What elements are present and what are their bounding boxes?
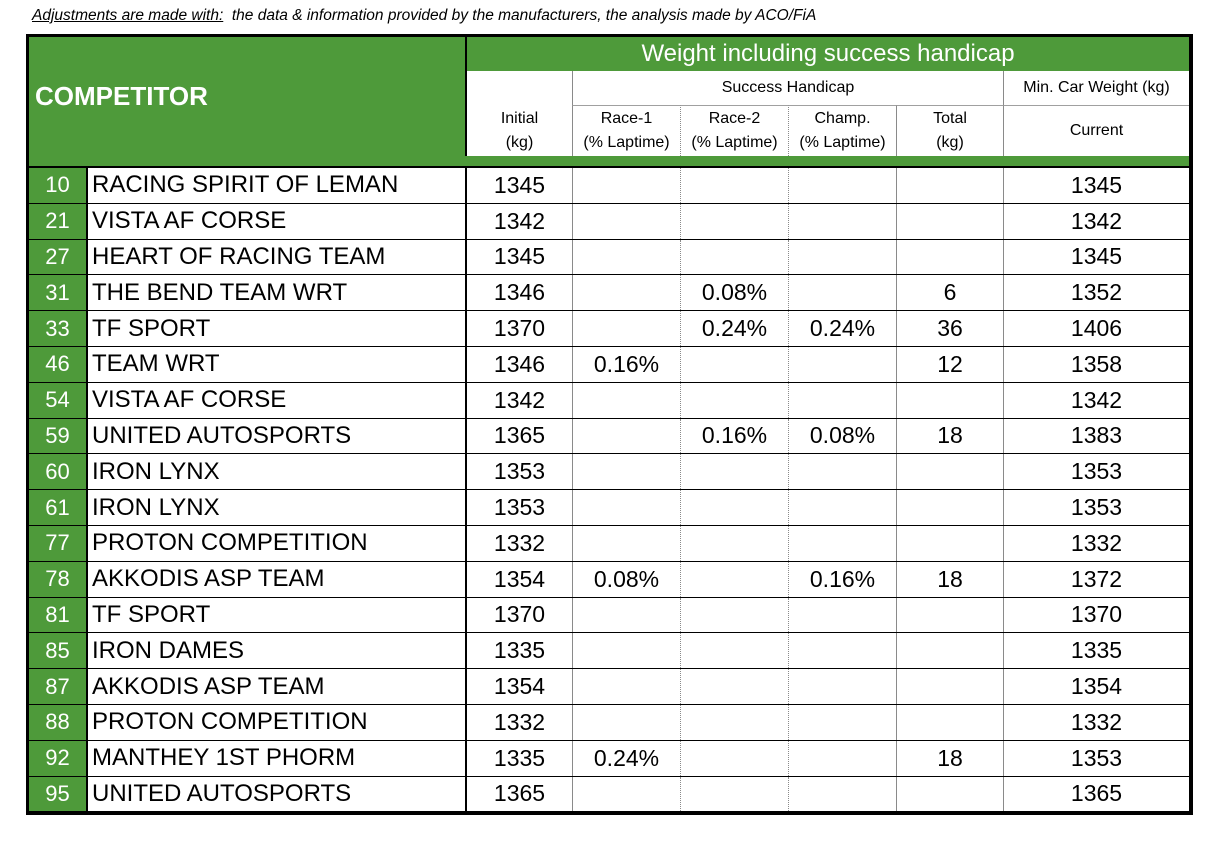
race1-handicap [572,240,680,275]
car-number: 85 [29,633,86,668]
car-number: 33 [29,311,86,346]
current-weight: 1372 [1003,562,1189,597]
competitor-header: COMPETITOR [29,37,465,156]
race1-handicap [572,454,680,489]
current-weight: 1353 [1003,741,1189,776]
champ-handicap [788,633,896,668]
total-handicap: 6 [896,275,1003,310]
champ-handicap [788,741,896,776]
race1-unit: (% Laptime) [583,134,670,151]
total-handicap [896,598,1003,633]
weight-title: Weight including success handicap [467,37,1189,71]
total-handicap [896,204,1003,239]
race1-handicap [572,383,680,418]
race2-handicap [680,705,788,740]
team-name: VISTA AF CORSE [88,204,465,239]
car-number: 78 [29,562,86,597]
race1-label: Race-1 [600,110,653,127]
race2-handicap [680,633,788,668]
total-handicap: 18 [896,741,1003,776]
team-name: PROTON COMPETITION [88,526,465,561]
race2-handicap [680,204,788,239]
initial-label: Initial [500,109,539,127]
total-handicap [896,383,1003,418]
initial-weight: 1345 [467,168,572,203]
race1-handicap [572,275,680,310]
total-handicap [896,240,1003,275]
initial-weight: 1342 [467,383,572,418]
team-name: IRON DAMES [88,633,465,668]
total-handicap [896,490,1003,525]
race2-handicap [680,240,788,275]
race1-handicap [572,526,680,561]
current-weight: 1352 [1003,275,1189,310]
car-number: 10 [29,168,86,203]
race2-handicap [680,777,788,812]
total-handicap: 18 [896,419,1003,454]
initial-weight: 1346 [467,275,572,310]
current-weight: 1342 [1003,204,1189,239]
team-name: VISTA AF CORSE [88,383,465,418]
race2-label: Race-2 [708,110,761,127]
team-name: TEAM WRT [88,347,465,382]
race2-handicap: 0.08% [680,275,788,310]
total-handicap [896,526,1003,561]
champ-handicap [788,454,896,489]
weight-table [26,34,1193,815]
current-header: Current [1003,105,1189,156]
current-weight: 1383 [1003,419,1189,454]
car-number: 59 [29,419,86,454]
initial-weight: 1365 [467,777,572,812]
team-name: MANTHEY 1ST PHORM [88,741,465,776]
champ-handicap [788,204,896,239]
initial-weight: 1370 [467,598,572,633]
initial-weight: 1335 [467,633,572,668]
race2-handicap [680,454,788,489]
race1-handicap [572,598,680,633]
team-name: UNITED AUTOSPORTS [88,777,465,812]
race2-handicap: 0.24% [680,311,788,346]
total-handicap: 12 [896,347,1003,382]
car-number: 31 [29,275,86,310]
current-weight: 1358 [1003,347,1189,382]
champ-handicap: 0.24% [788,311,896,346]
initial-weight: 1354 [467,669,572,704]
race1-handicap: 0.16% [572,347,680,382]
champ-handicap [788,383,896,418]
race1-handicap [572,419,680,454]
total-handicap [896,454,1003,489]
min-car-weight-header: Min. Car Weight (kg) [1003,71,1189,105]
current-weight: 1353 [1003,454,1189,489]
champ-handicap [788,705,896,740]
total-handicap: 36 [896,311,1003,346]
champ-label: Champ. [814,110,871,127]
team-name: RACING SPIRIT OF LEMAN [88,168,465,203]
car-number: 54 [29,383,86,418]
total-handicap [896,705,1003,740]
current-weight: 1365 [1003,777,1189,812]
initial-weight: 1346 [467,347,572,382]
car-number: 92 [29,741,86,776]
initial-weight: 1332 [467,526,572,561]
initial-weight: 1365 [467,419,572,454]
team-name: PROTON COMPETITION [88,705,465,740]
champ-header [788,105,896,156]
race1-handicap [572,705,680,740]
race1-handicap: 0.08% [572,562,680,597]
champ-handicap [788,526,896,561]
source-note-text: the data & information provided by the manufacturers, the analysis made by ACO/FiA [223,7,817,24]
initial-weight: 1342 [467,204,572,239]
race2-handicap [680,562,788,597]
current-weight: 1332 [1003,526,1189,561]
champ-handicap [788,275,896,310]
initial-unit: (kg) [505,133,534,151]
race1-header [572,105,680,156]
race2-handicap [680,168,788,203]
race1-handicap [572,204,680,239]
race2-handicap [680,741,788,776]
race1-handicap [572,311,680,346]
current-weight: 1370 [1003,598,1189,633]
current-weight: 1342 [1003,383,1189,418]
team-name: TF SPORT [88,598,465,633]
race2-handicap [680,347,788,382]
team-name: UNITED AUTOSPORTS [88,419,465,454]
initial-header [467,105,572,156]
current-weight: 1354 [1003,669,1189,704]
champ-handicap [788,347,896,382]
total-unit: (kg) [936,134,964,151]
team-name: TF SPORT [88,311,465,346]
car-number: 46 [29,347,86,382]
race2-handicap [680,526,788,561]
champ-handicap [788,598,896,633]
team-name: IRON LYNX [88,454,465,489]
car-number: 87 [29,669,86,704]
team-name: THE BEND TEAM WRT [88,275,465,310]
race2-unit: (% Laptime) [691,134,778,151]
champ-handicap [788,669,896,704]
initial-weight: 1370 [467,311,572,346]
initial-weight: 1332 [467,705,572,740]
car-number: 77 [29,526,86,561]
champ-handicap [788,777,896,812]
race2-handicap [680,598,788,633]
total-handicap [896,777,1003,812]
initial-weight: 1354 [467,562,572,597]
race2-handicap [680,383,788,418]
team-name: IRON LYNX [88,490,465,525]
race1-handicap: 0.24% [572,741,680,776]
current-weight: 1353 [1003,490,1189,525]
team-name: HEART OF RACING TEAM [88,240,465,275]
race1-handicap [572,777,680,812]
race2-handicap [680,669,788,704]
champ-handicap: 0.08% [788,419,896,454]
total-header [896,105,1003,156]
current-weight: 1345 [1003,240,1189,275]
header-separator [29,156,1189,166]
race2-header [680,105,788,156]
car-number: 27 [29,240,86,275]
car-number: 95 [29,777,86,812]
total-handicap [896,168,1003,203]
race1-handicap [572,490,680,525]
total-handicap [896,669,1003,704]
source-note-prefix: Adjustments are made with: [32,7,224,24]
car-number: 88 [29,705,86,740]
champ-handicap: 0.16% [788,562,896,597]
initial-weight: 1353 [467,490,572,525]
race2-handicap: 0.16% [680,419,788,454]
car-number: 81 [29,598,86,633]
champ-handicap [788,168,896,203]
initial-weight: 1345 [467,240,572,275]
car-number: 61 [29,490,86,525]
current-weight: 1335 [1003,633,1189,668]
champ-handicap [788,240,896,275]
current-weight: 1332 [1003,705,1189,740]
champ-handicap [788,490,896,525]
race1-handicap [572,669,680,704]
race1-handicap [572,168,680,203]
car-number: 60 [29,454,86,489]
initial-header-top [467,71,572,105]
champ-unit: (% Laptime) [799,134,886,151]
car-number: 21 [29,204,86,239]
race2-handicap [680,490,788,525]
initial-weight: 1353 [467,454,572,489]
current-weight: 1406 [1003,311,1189,346]
total-label: Total [933,110,967,127]
source-note [32,7,816,25]
initial-weight: 1335 [467,741,572,776]
total-handicap: 18 [896,562,1003,597]
team-name: AKKODIS ASP TEAM [88,562,465,597]
team-name: AKKODIS ASP TEAM [88,669,465,704]
race1-handicap [572,633,680,668]
total-handicap [896,633,1003,668]
current-weight: 1345 [1003,168,1189,203]
success-handicap-header: Success Handicap [572,71,1003,105]
